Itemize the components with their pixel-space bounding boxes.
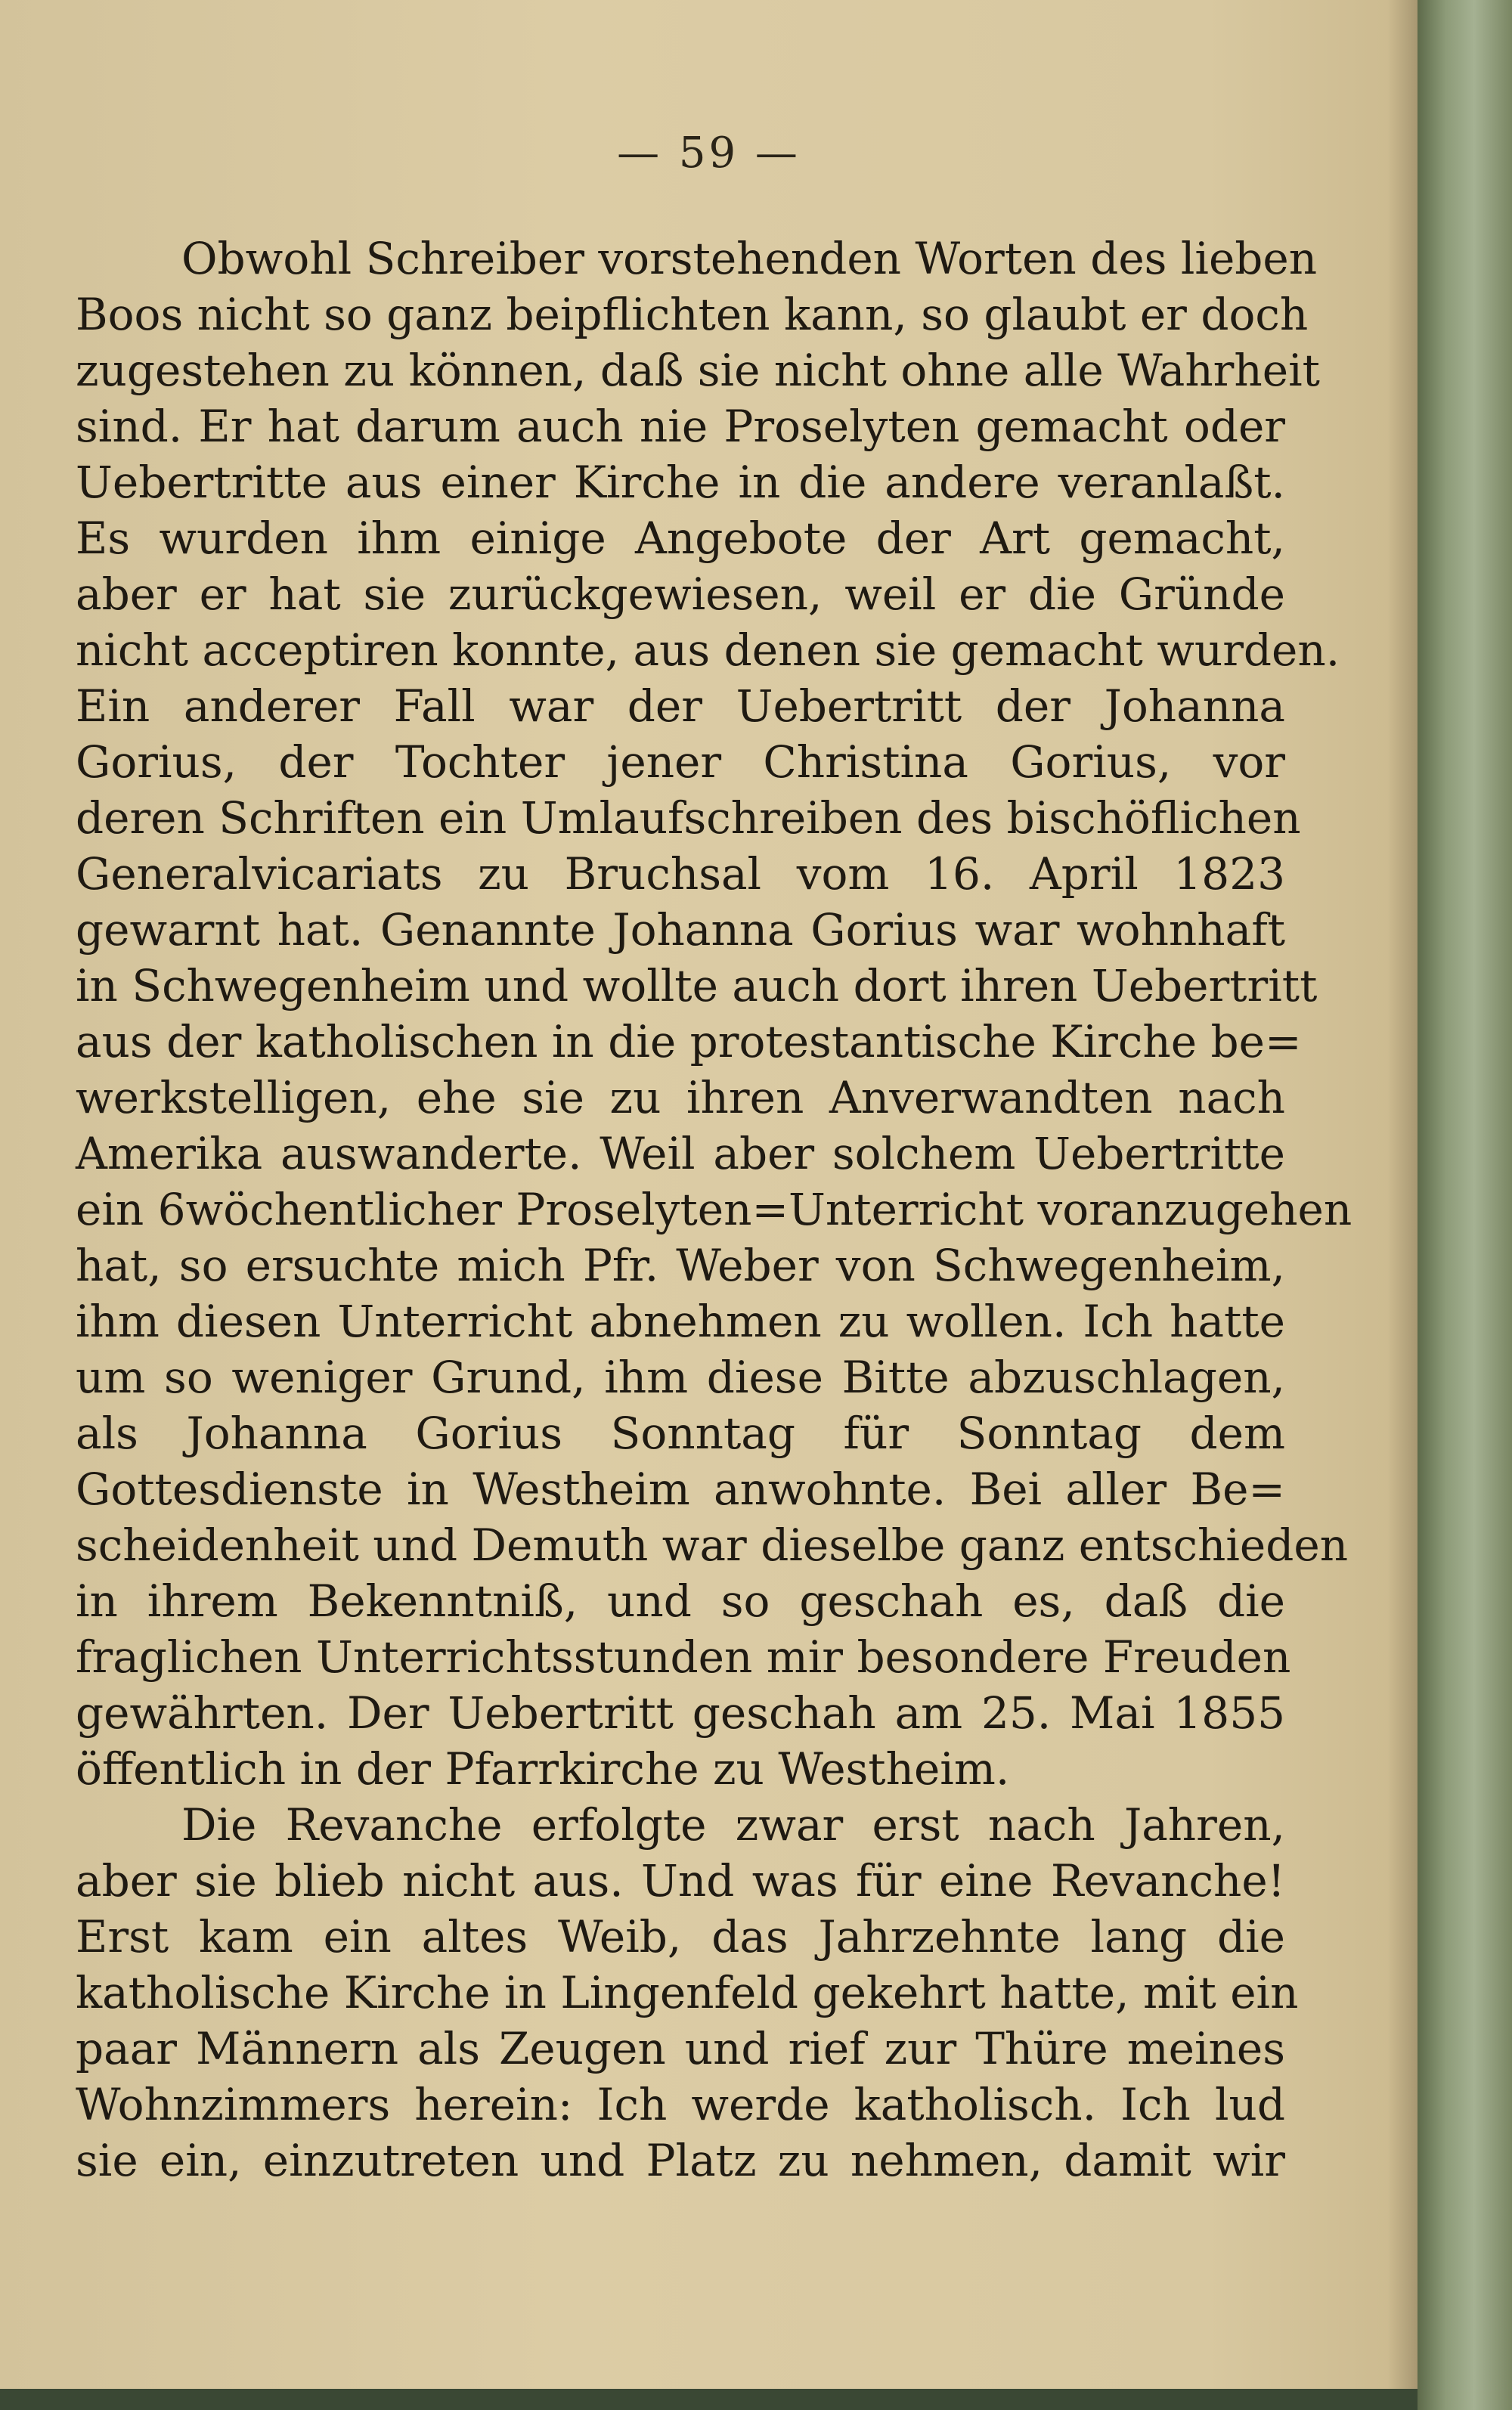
- text-line: in ihrem Bekenntniß, und so geschah es, daß die: [76, 1575, 1285, 1627]
- text-line: paar Männern als Zeugen und rief zur Thüre meines: [76, 2023, 1285, 2074]
- text-line: Gorius, der Tochter jener Christina Gorius, vor: [76, 736, 1285, 788]
- page-number: — 59 —: [617, 129, 801, 178]
- text-line: öffentlich in der Pfarrkirche zu Westheim.: [76, 1743, 1010, 1795]
- text-line: werkstelligen, ehe sie zu ihren Anverwandten nach: [76, 1072, 1285, 1123]
- text-line: zugestehen zu können, daß sie nicht ohne alle Wahrheit: [76, 345, 1320, 396]
- page-gutter-shadow: [1387, 0, 1418, 2389]
- text-line: Es wurden ihm einige Angebote der Art gemacht,: [76, 513, 1285, 564]
- text-line: in Schwegenheim und wollte auch dort ihren Uebertritt: [76, 960, 1318, 1011]
- text-line: gewährten. Der Uebertritt geschah am 25. Mai 1855: [76, 1687, 1285, 1739]
- book-bottom-edge: [0, 2389, 1418, 2410]
- text-line: scheidenheit und Demuth war dieselbe ganz entschieden: [76, 1519, 1349, 1571]
- text-line: deren Schriften ein Umlaufschreiben des bischöflichen: [76, 792, 1301, 844]
- text-line: fraglichen Unterrichtsstunden mir besondere Freuden: [76, 1631, 1291, 1683]
- text-line: Die Revanche erfolgte zwar erst nach Jahren,: [181, 1799, 1285, 1851]
- text-line: Obwohl Schreiber vorstehenden Worten des lieben: [181, 233, 1318, 284]
- text-line: gewarnt hat. Genannte Johanna Gorius war wohnhaft: [76, 904, 1285, 956]
- text-line: sind. Er hat darum auch nie Proselyten gemacht oder: [76, 401, 1285, 452]
- text-line: Erst kam ein altes Weib, das Jahrzehnte lang die: [76, 1911, 1285, 1962]
- text-line: Boos nicht so ganz beipflichten kann, so glaubt er doch: [76, 289, 1309, 340]
- text-line: Amerika auswanderte. Weil aber solchem Uebertritte: [76, 1128, 1285, 1179]
- text-line: als Johanna Gorius Sonntag für Sonntag dem: [76, 1408, 1285, 1459]
- text-line: hat, so ersuchte mich Pfr. Weber von Schwegenheim,: [76, 1240, 1285, 1291]
- text-line: ihm diesen Unterricht abnehmen zu wollen. Ich hatte: [76, 1296, 1285, 1347]
- text-line: aus der katholischen in die protestantische Kirche be=: [76, 1016, 1302, 1067]
- book-edge: [1418, 0, 1512, 2410]
- text-line: aber er hat sie zurückgewiesen, weil er die Gründe: [76, 568, 1285, 620]
- body-text: [76, 231, 1352, 2189]
- text-line: Gottesdienste in Westheim anwohnte. Bei aller Be=: [76, 1464, 1285, 1515]
- text-line: sie ein, einzutreten und Platz zu nehmen, damit wir: [76, 2135, 1285, 2186]
- text-line: Generalvicariats zu Bruchsal vom 16. April 1823: [76, 848, 1285, 900]
- text-line: ein 6wöchentlicher Proselyten=Unterricht voranzugehen: [76, 1184, 1352, 1235]
- text-line: Ein anderer Fall war der Uebertritt der Johanna: [76, 680, 1285, 732]
- text-line: Wohnzimmers herein: Ich werde katholisch. Ich lud: [76, 2079, 1285, 2130]
- text-line: um so weniger Grund, ihm diese Bitte abzuschlagen,: [76, 1352, 1285, 1403]
- text-line: Uebertritte aus einer Kirche in die andere veranlaßt.: [76, 457, 1285, 508]
- text-line: aber sie blieb nicht aus. Und was für eine Revanche!: [76, 1855, 1285, 1907]
- text-line: nicht acceptiren konnte, aus denen sie gemacht wurden.: [76, 624, 1340, 676]
- text-line: katholische Kirche in Lingenfeld gekehrt hatte, mit ein: [76, 1967, 1299, 2018]
